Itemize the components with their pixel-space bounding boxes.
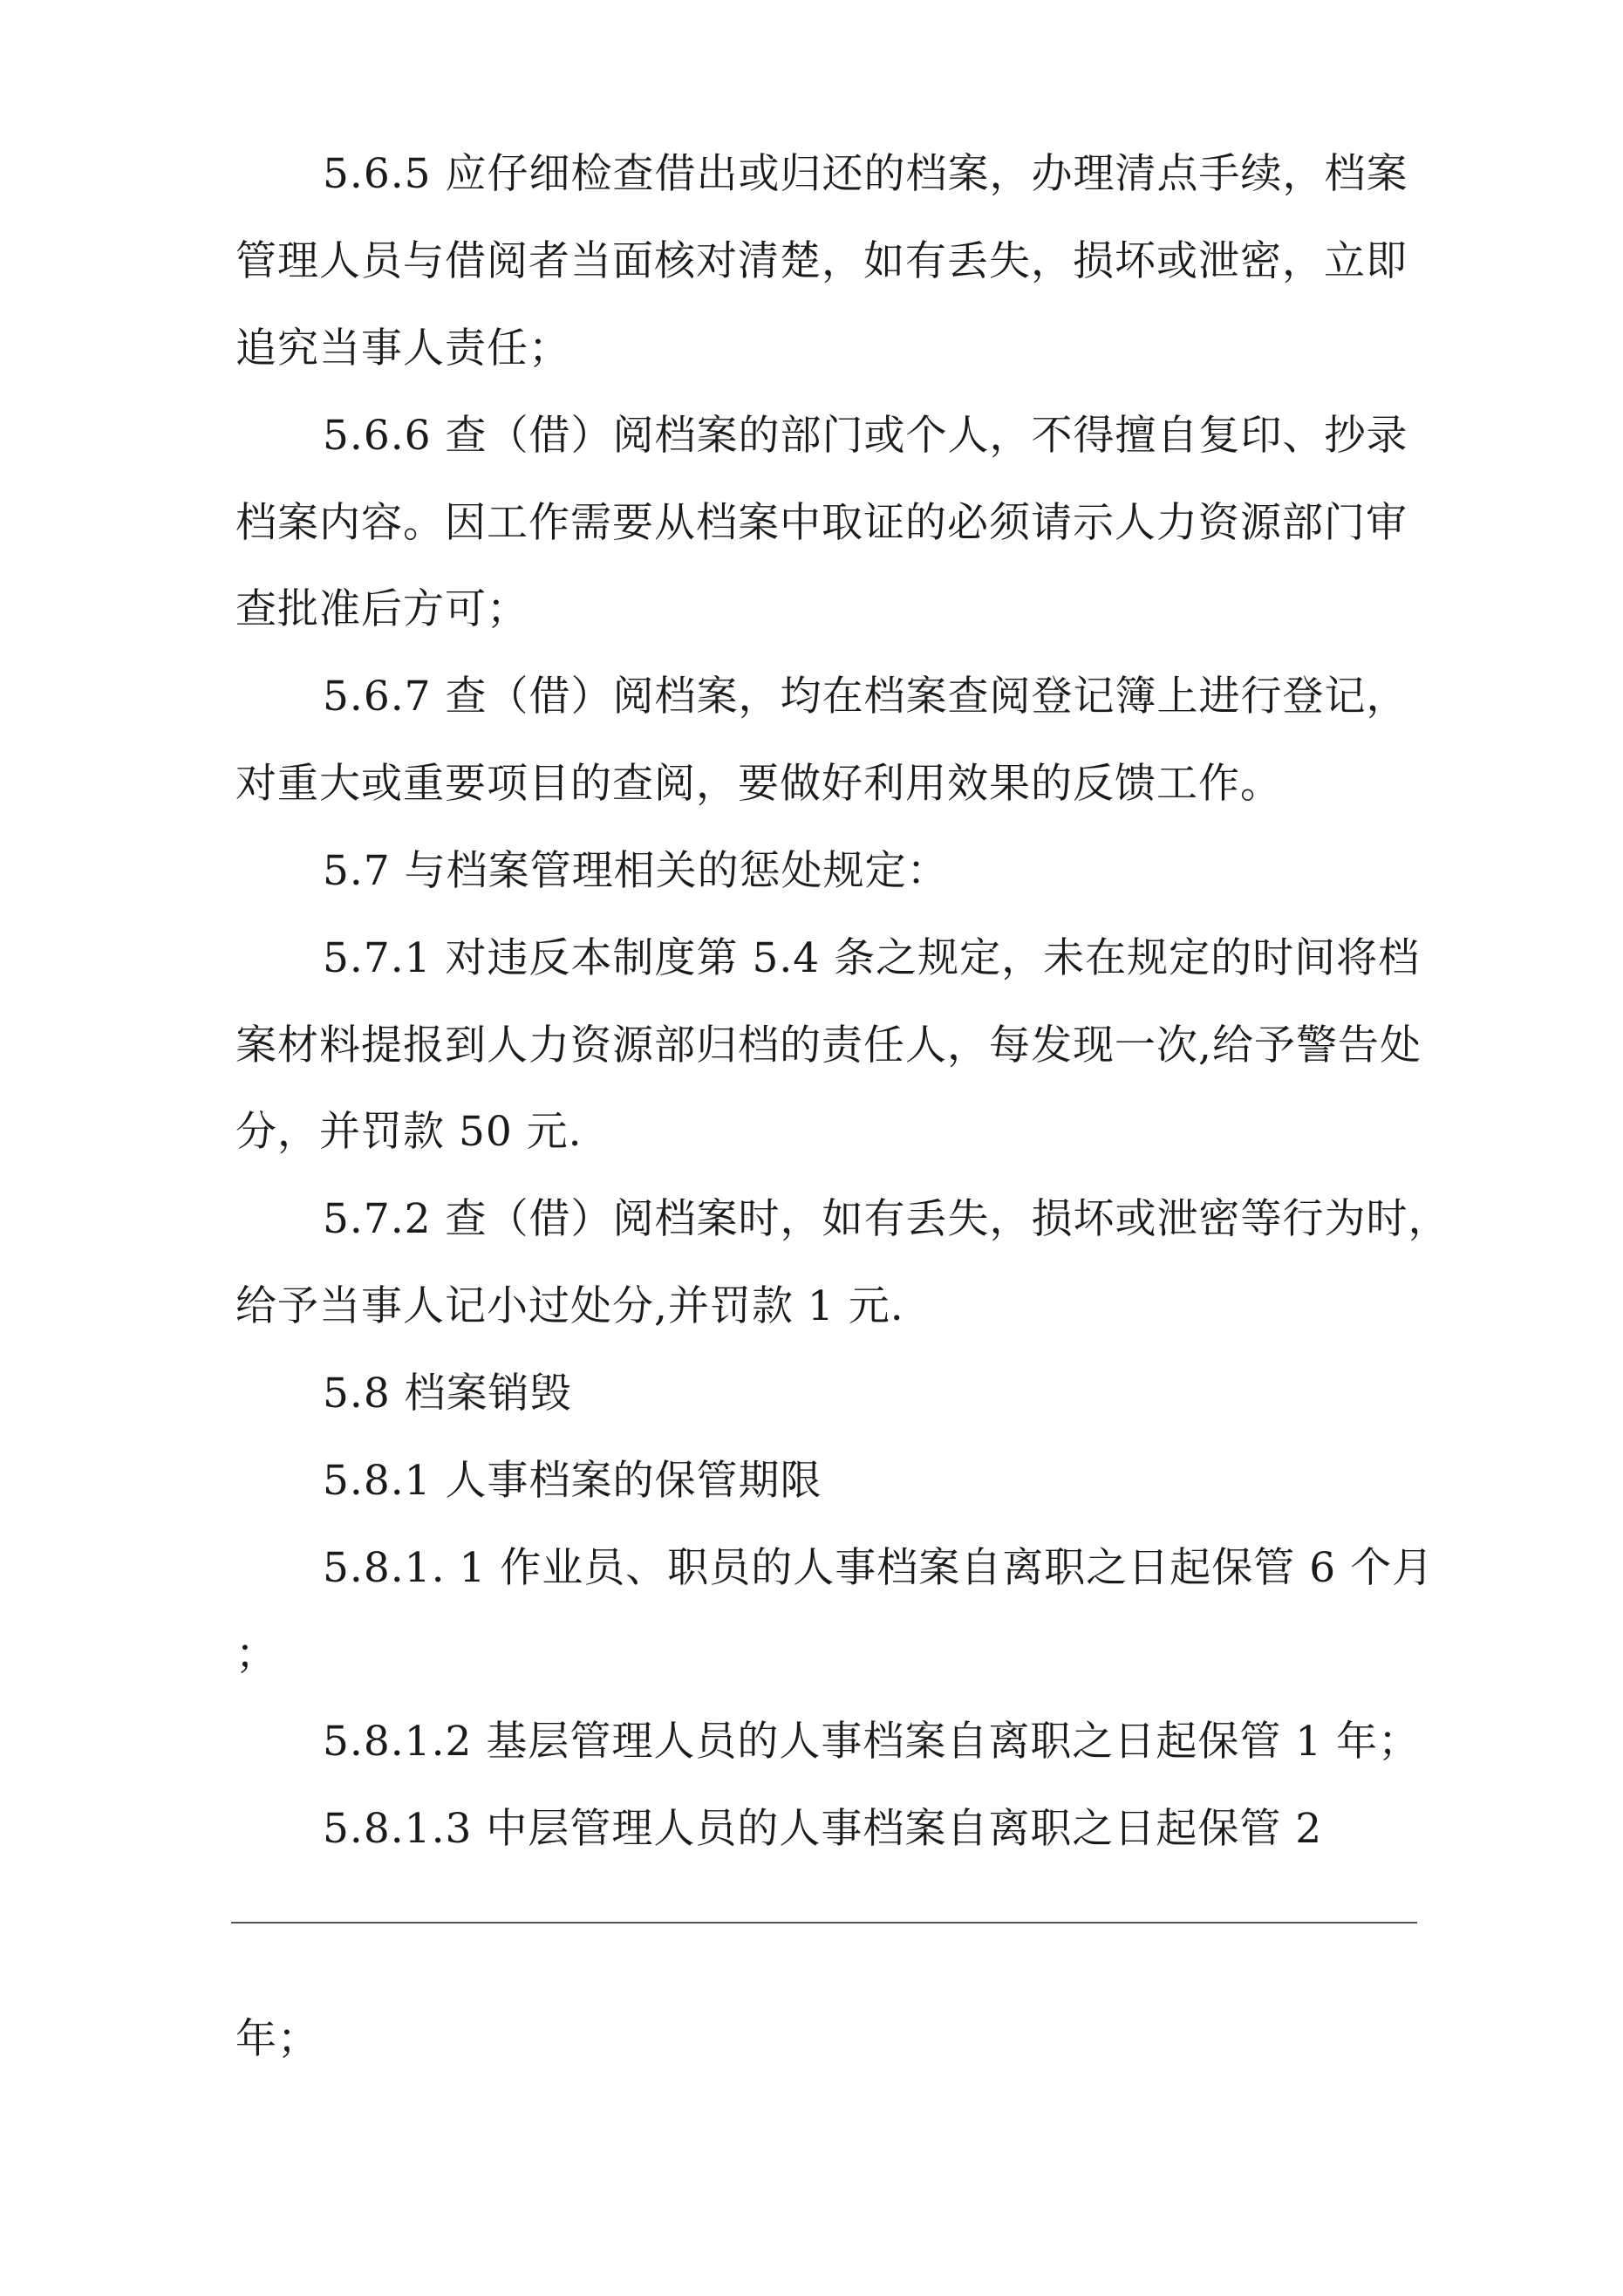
text-line: ； xyxy=(235,1630,277,1678)
page-divider xyxy=(231,1922,1417,1924)
text-line: 追究当事人责任； xyxy=(235,325,570,372)
text-line: 年； xyxy=(235,2015,319,2063)
text-line: 5.6.6 查（借）阅档案的部门或个人，不得擅自复印、抄录 xyxy=(323,412,1408,460)
text-line: 5.8.1.3 中层管理人员的人事档案自离职之日起保管 2 xyxy=(323,1805,1323,1853)
text-line: 案材料提报到人力资源部归档的责任人，每发现一次,给予警告处 xyxy=(235,1022,1422,1069)
text-line: 5.6.5 应仔细检查借出或归还的档案，办理清点手续，档案 xyxy=(323,150,1408,198)
text-line: 5.8.1. 1 作业员、职员的人事档案自离职之日起保管 6 个月 xyxy=(323,1544,1435,1592)
text-line: 档案内容。因工作需要从档案中取证的必须请示人力资源部门审 xyxy=(235,499,1408,547)
section-heading: 5.8.1 人事档案的保管期限 xyxy=(323,1457,822,1505)
text-line: 5.6.7 查（借）阅档案，均在档案查阅登记簿上进行登记， xyxy=(323,673,1408,721)
text-line: 对重大或重要项目的查阅，要做好利用效果的反馈工作。 xyxy=(235,760,1282,808)
text-line: 5.8.1.2 基层管理人员的人事档案自离职之日起保管 1 年； xyxy=(323,1718,1421,1766)
text-line: 5.7.2 查（借）阅档案时，如有丢失，损坏或泄密等行为时， xyxy=(323,1195,1450,1243)
text-line: 给予当事人记小过处分,并罚款 1 元. xyxy=(235,1282,904,1330)
section-heading: 5.8 档案销毁 xyxy=(323,1370,572,1418)
text-line: 查批准后方可； xyxy=(235,585,528,633)
text-line: 管理人员与借阅者当面核对清楚，如有丢失，损坏或泄密，立即 xyxy=(235,237,1408,285)
text-line: 分，并罚款 50 元. xyxy=(235,1108,583,1156)
text-line: 5.7.1 对违反本制度第 5.4 条之规定，未在规定的时间将档 xyxy=(323,934,1421,982)
section-heading: 5.7 与档案管理相关的惩处规定： xyxy=(323,847,949,895)
